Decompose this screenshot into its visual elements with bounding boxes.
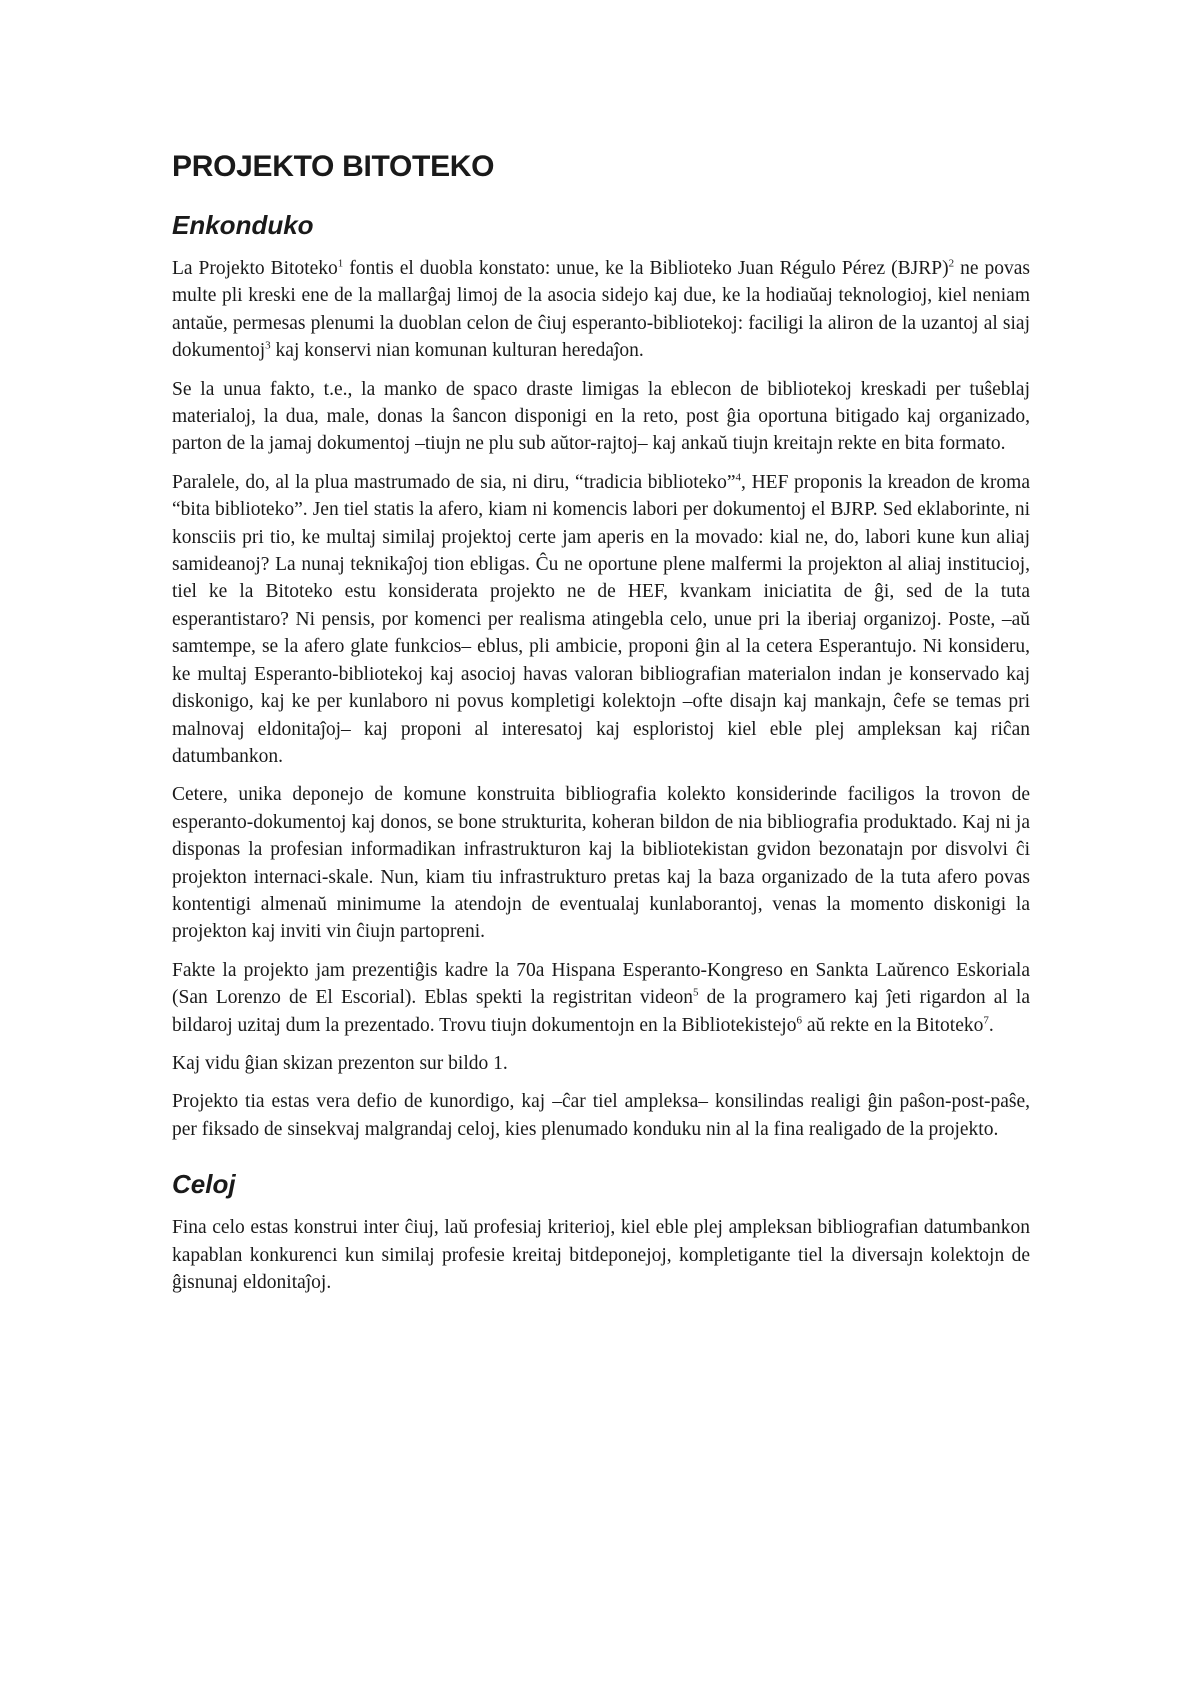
- footnote-ref-3[interactable]: 3: [265, 339, 271, 352]
- paragraph-text: La Projekto Bitoteko: [172, 258, 338, 279]
- section-heading-enkonduko: Enkonduko: [172, 210, 314, 240]
- paragraph-text: Paralele, do, al la plua mastrumado de sia, ni diru, “tradicia biblioteko”: [172, 471, 736, 493]
- paragraph-text: , HEF proponis la kreadon de kroma “bita biblioteko”. Jen tiel statis la afero, kiam ni komencis labori per dokumentoj el BJRP. Sed eklaborinte, ni konsciis pri tio, ke multaj similaj projektoj certe jam aperis en la movado: kial ne, do, labori kune kun aliaj samideanoj? La nunaj teknikaĵoj tion ebligas. Ĉu ne oportune plene malfermi la projekton al aliaj institucioj, tiel ke la Bitoteko estu konsiderata projekto ne de HEF, kvankam iniciatita de ĝi, sed de la tuta esperantistaro? Ni pensis, por komenci per realisma atingebla celo, unue pri la iberiaj organizoj. Poste, –aŭ samtempe, se la afero glate funkcios– eblus, pli ambicie, proponi ĝin al la cetera Esperantujo. Ni konsideru, ke multaj Esperanto-bibliotekoj kaj asocioj havas valoran bibliografian materialon indan je konservado kaj diskonigo, kaj ke per kunlaboro ni povus kompletigi kolektojn –ofte disajn kaj mankajn, ĉefe se temas pri malnovaj eldonitaĵoj– kaj proponi al interesatoj kaj esploristoj kiel eble plej ampleksan kaj riĉan datumbankon.: [172, 471, 1031, 767]
- paragraph-text: Se la unua fakto, t.e., la manko de spaco draste limigas la eblecon de bibliotekoj kreskadi per tuŝeblaj materialoj, la dua, male, donas la ŝancon disponigi en la reto, post ĝia oportuna bitigado kaj organizado, parton de la jamaj dokumentoj –tiujn ne plu sub aŭtor-rajtoj– kaj ankaŭ tiujn kreitajn rekte en bita formato.: [172, 378, 1030, 455]
- document-page: [172, 150, 1030, 1307]
- paragraph: [172, 255, 1030, 365]
- paragraph-text: .: [988, 1014, 994, 1036]
- paragraph-text: Fina celo estas konstrui inter ĉiuj, laŭ profesiaj kriterioj, kiel eble plej ampleksan bibliografian datumbankon kapablan konkurenci kun similaj profesie kreitaj bitdeponejoj, kompletigante tiel la diversajn kolektojn de ĝisnunaj eldonitaĵoj.: [172, 1217, 1030, 1293]
- paragraph: [172, 376, 1030, 458]
- paragraph-text: de la programero kaj ĵeti rigardon al la bildaroj uzitaj dum la prezentado. Trovu tiujn dokumentojn en la Bibliotekistejo: [172, 987, 1030, 1036]
- footnote-ref-2[interactable]: 2: [948, 257, 955, 270]
- footnote-ref-6[interactable]: 6: [796, 1014, 802, 1027]
- paragraph-text: fontis el duobla konstato: unue, ke la Biblioteko Juan Régulo Pérez (BJRP): [343, 258, 949, 279]
- footnote-ref-1[interactable]: 1: [337, 257, 344, 270]
- paragraph-text: ne povas multe pli kreski ene de la mallarĝaj limoj de la asocia sidejo kaj due, ke la hodiaŭaj teknologioj, kiel neniam antaŭe, permesas plenumi la duoblan celon de ĉiuj esperanto-bibliotekoj: faciligi la aliron de la uzantoj al siaj dokumentoj: [172, 258, 1031, 362]
- paragraph-text: aŭ rekte en la Bitoteko: [801, 1014, 984, 1036]
- footnote-ref-4[interactable]: 4: [735, 471, 742, 484]
- section-heading-celoj: Celoj: [172, 1169, 236, 1200]
- footnote-ref-7[interactable]: 7: [983, 1014, 989, 1027]
- paragraph: [172, 1050, 1030, 1077]
- paragraph-text: Kaj vidu ĝian skizan prezenton sur bildo 1.: [172, 1052, 508, 1074]
- paragraph-text: kaj konservi nian komunan kulturan heredaĵon.: [270, 340, 644, 362]
- paragraph: [172, 1214, 1030, 1296]
- paragraph: [172, 469, 1030, 770]
- paragraph-text: Projekto tia estas vera defio de kunordigo, kaj –ĉar tiel ampleksa– konsilindas realigi ĝin paŝon-post-paŝe, per fiksado de sinsekvaj malgrandaj celoj, kies plenumado konduku nin al la fina realigado de la projekto.: [172, 1091, 1030, 1140]
- paragraph: [172, 781, 1030, 945]
- paragraph: [172, 1088, 1030, 1143]
- document-title: PROJEKTO BITOTEKO: [172, 150, 495, 183]
- paragraph: [172, 957, 1030, 1039]
- footnote-ref-5[interactable]: 5: [693, 986, 699, 999]
- paragraph-text: Cetere, unika deponejo de komune konstruita bibliografia kolekto konsiderinde faciligos la trovon de esperanto-dokumentoj kaj donos, se bone strukturita, koheran bildon de nia bibliografia produktado. Kaj ni ja disponas la profesian informadikan infrastrukturon kaj la bibliotekistan gvidon bezonatajn por disvolvi ĉi projekton internaci-skale. Nun, kiam tiu infrastrukturo pretas kaj la baza organizado de la tuta afero povas kontentigi almenaŭ minimume la atendojn de eventualaj kunlaborantoj, venas la momento diskonigi la projekton kaj inviti vin ĉiujn partopreni.: [172, 784, 1030, 943]
- paragraph-text: Fakte la projekto jam prezentiĝis kadre la 70a Hispana Esperanto-Kongreso en Sankta Laŭrenco Eskoriala (San Lorenzo de El Escorial). Eblas spekti la registritan videon: [172, 959, 1030, 1009]
